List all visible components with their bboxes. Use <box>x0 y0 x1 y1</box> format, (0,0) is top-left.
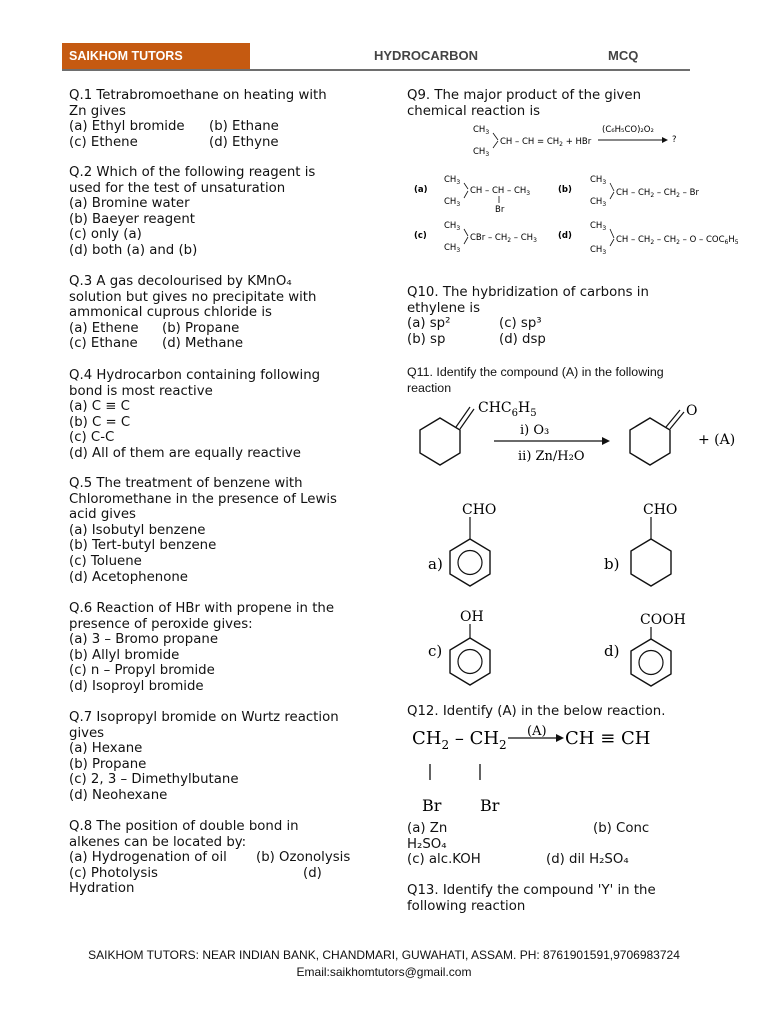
q11-option-c[interactable] <box>428 609 490 685</box>
question-4 <box>69 368 369 462</box>
option-d[interactable]: (d) <box>303 865 322 881</box>
option-d[interactable]: (d) All of them are equally reactive <box>69 445 301 461</box>
option-d[interactable]: (d) Methane <box>162 336 244 352</box>
question-text: Chloromethane in the presence of Lewis <box>69 491 337 507</box>
option-d[interactable]: (d) Neohexane <box>69 787 168 803</box>
svg-text:CH3: $CH_3$ <box>590 245 607 256</box>
question-1 <box>69 88 369 150</box>
question-text: Q9. The major product of the given <box>407 88 642 103</box>
option-d[interactable]: (d) Acetophenone <box>69 569 188 585</box>
q9-option-b[interactable] <box>558 175 699 208</box>
option-a[interactable]: (a) C ≡ C <box>69 399 130 415</box>
q11-options-diagram <box>408 496 738 696</box>
option-c[interactable]: (c) n – Propyl bromide <box>69 663 215 679</box>
svg-text:(d): (d) <box>558 231 572 241</box>
q12-arrow-label: (A) <box>527 724 547 739</box>
q9-unknown: ? <box>672 135 677 145</box>
option-c[interactable]: (c) alc.KOH <box>407 852 481 868</box>
question-text: following reaction <box>407 898 526 914</box>
svg-text:(a): (a) <box>414 185 428 195</box>
q9-reaction-diagram <box>410 120 755 270</box>
option-a[interactable]: (a) Hydrogenation of oil <box>69 850 227 866</box>
question-text: Q.6 Reaction of HBr with propene in the <box>69 601 335 616</box>
option-c[interactable]: (c) C-C <box>69 430 115 446</box>
question-text: Q.1 Tetrabromoethane on heating with <box>69 88 327 103</box>
svg-text:CBr – CH2 – CH3: CBr – $CH_2 - CH_3$ <box>470 233 537 244</box>
svg-text:CH3: $CH_3$ <box>590 175 607 186</box>
svg-text:Br: Br <box>495 205 505 215</box>
option-c[interactable]: (c) only (a) <box>69 227 142 243</box>
option-a[interactable]: (a) Bromine water <box>69 196 190 212</box>
svg-text:CHO: CHO <box>462 502 497 518</box>
svg-text:CH – CH – CH3: CH – CH – $CH_3$ <box>470 186 531 197</box>
page-type-label: MCQ <box>608 48 639 63</box>
question-9 <box>407 88 707 119</box>
question-text: gives <box>69 725 105 741</box>
option-a[interactable]: (a) Zn <box>407 821 448 836</box>
question-text: Q.7 Isopropyl bromide on Wurtz reaction <box>69 710 339 725</box>
benzene-ring <box>450 539 490 586</box>
option-b[interactable]: (b) Tert-butyl benzene <box>69 538 217 554</box>
question-10 <box>407 285 707 347</box>
option-a[interactable]: (a) sp² <box>407 316 451 332</box>
bromine-label: Br <box>480 796 500 815</box>
option-c[interactable]: (c) sp³ <box>499 316 542 332</box>
question-text: chemical reaction is <box>407 103 541 119</box>
svg-text:CH3: $CH_3$ <box>444 197 461 208</box>
benzene-ring <box>631 639 671 686</box>
question-text: solution but gives no precipitate with <box>69 289 317 305</box>
svg-text:CH – CH2 – CH2 – O – COC6H5: CH – $CH_2 - CH_2$ – O – $COC_6H_5$ <box>616 235 739 246</box>
option-b[interactable]: (b) Conc <box>593 821 650 836</box>
q9-option-d[interactable] <box>558 221 739 256</box>
svg-text:CH3: $CH_3$ <box>590 197 607 208</box>
svg-text:CH3: $CH_3$ <box>473 147 490 158</box>
option-d[interactable]: (d) Isoproyl bromide <box>69 678 204 694</box>
svg-text:O: O <box>686 403 698 419</box>
q11-reaction-diagram <box>408 396 753 474</box>
bromine-label: Br <box>422 796 442 815</box>
question-text: Q12. Identify (A) in the below reaction. <box>407 704 666 719</box>
svg-text:OH: OH <box>460 609 484 625</box>
q11-option-d[interactable] <box>604 612 686 686</box>
question-text: Q13. Identify the compound 'Y' in the <box>407 883 656 898</box>
q9-reactant <box>473 125 592 158</box>
option-d[interactable]: (d) dil H₂SO₄ <box>546 852 629 868</box>
svg-text:CH – CH2 – CH2 – Br: CH – $CH_2 - CH_2$ – Br <box>616 188 699 199</box>
question-text: ammonical cuprous chloride is <box>69 305 272 321</box>
svg-text:(b): (b) <box>558 185 572 195</box>
q9-reagents: (C₆H₅CO)₂O₂ <box>602 125 654 135</box>
option-a[interactable]: (a) 3 – Bromo propane <box>69 632 219 648</box>
svg-text:CH2 – CH2: $CH_2 - CH_2$ <box>412 728 507 752</box>
option-d-text[interactable]: Hydration <box>69 881 135 897</box>
question-text: acid gives <box>69 507 136 523</box>
question-text: Q.3 A gas decolourised by KMnO₄ <box>69 274 292 289</box>
option-a[interactable]: (a) Ethyl bromide <box>69 119 185 135</box>
question-text: reaction <box>407 381 452 395</box>
svg-text:CH3: $CH_3$ <box>444 175 461 186</box>
question-text: Q.4 Hydrocarbon containing following <box>69 368 321 383</box>
svg-text:COOH: COOH <box>640 612 686 628</box>
svg-text:CH3: $CH_3$ <box>444 221 461 232</box>
q9-option-a[interactable] <box>414 175 530 215</box>
question-text: Q.5 The treatment of benzene with <box>69 476 303 491</box>
q12-reaction-diagram <box>408 720 708 818</box>
option-b[interactable]: (b) C = C <box>69 414 131 430</box>
q11-product-extra: + (A) <box>698 432 736 448</box>
svg-text:b): b) <box>604 555 620 573</box>
q11-reagent-1: i) O₃ <box>520 423 550 438</box>
option-d[interactable]: (d) both (a) and (b) <box>69 242 198 258</box>
option-b[interactable]: (b) sp <box>407 331 446 347</box>
cyclohexane-ring <box>631 539 671 586</box>
question-6 <box>69 601 369 695</box>
option-a[interactable]: (a) Hexane <box>69 741 143 757</box>
cyclohexane-ring <box>420 418 460 465</box>
svg-text:c): c) <box>428 642 443 660</box>
header-divider <box>62 69 690 71</box>
benzene-ring <box>450 638 490 685</box>
option-c[interactable]: (c) Ethane <box>69 336 138 352</box>
option-d[interactable]: (d) Ethyne <box>209 134 279 150</box>
option-b[interactable]: (b) Allyl bromide <box>69 647 180 663</box>
svg-text:d): d) <box>604 642 620 660</box>
question-text: ethylene is <box>407 300 481 316</box>
svg-text:CH3: $CH_3$ <box>473 125 490 136</box>
option-c[interactable]: (c) Photolysis <box>69 865 158 881</box>
question-text: alkenes can be located by: <box>69 834 247 850</box>
option-c[interactable]: (c) 2, 3 – Dimethylbutane <box>69 772 239 788</box>
question-7 <box>69 710 369 804</box>
option-b-text[interactable]: H₂SO₄ <box>407 836 447 852</box>
footer-address: SAIKHOM TUTORS: NEAR INDIAN BANK, CHANDMARI, GUWAHATI, ASSAM. PH: 8761901591,9706983724 <box>88 948 680 962</box>
option-a[interactable]: (a) Isobutyl benzene <box>69 522 206 538</box>
option-a[interactable]: (a) Ethene <box>69 320 139 336</box>
option-b[interactable]: (b) Propane <box>162 320 240 336</box>
option-b[interactable]: (b) Baeyer reagent <box>69 211 196 227</box>
svg-text:CH3: $CH_3$ <box>590 221 607 232</box>
option-c[interactable]: (c) Ethene <box>69 134 138 150</box>
question-3 <box>69 274 369 352</box>
page-title: HYDROCARBON <box>374 48 478 63</box>
question-12 <box>407 704 707 720</box>
option-b[interactable]: (b) Ethane <box>209 119 279 135</box>
question-text: Q11. Identify the compound (A) in the following <box>407 365 664 379</box>
question-text: bond is most reactive <box>69 383 213 399</box>
question-text: Q.2 Which of the following reagent is <box>69 165 316 180</box>
svg-text:(c): (c) <box>414 231 427 241</box>
svg-text:CHC6H5: $CHC_6H_5$ <box>478 400 537 419</box>
question-12-options <box>407 821 707 868</box>
arrowhead-icon <box>602 437 610 445</box>
svg-text:CH – CH = CH2 + HBr: CH – CH = $CH_2$ + HBr <box>500 137 592 148</box>
question-text: presence of peroxide gives: <box>69 616 253 632</box>
svg-text:CH3: $CH_3$ <box>444 243 461 254</box>
footer-email[interactable]: Email:saikhomtutors@gmail.com <box>296 965 472 979</box>
svg-text:CHO: CHO <box>643 502 678 518</box>
svg-text:a): a) <box>428 555 443 573</box>
question-text: Zn gives <box>69 103 126 119</box>
q9-option-c[interactable] <box>414 221 537 254</box>
question-2 <box>69 165 369 259</box>
brand-label: SAIKHOM TUTORS <box>62 43 250 70</box>
option-d[interactable]: (d) dsp <box>499 331 546 347</box>
option-b[interactable]: (b) Ozonolysis <box>256 850 351 866</box>
q11-option-b[interactable] <box>604 502 677 586</box>
question-13 <box>407 883 707 914</box>
arrowhead-icon <box>556 734 564 742</box>
option-c[interactable]: (c) Toluene <box>69 553 142 569</box>
question-text: used for the test of unsaturation <box>69 180 286 196</box>
cyclohexanone-ring <box>630 418 670 465</box>
arrowhead-icon <box>662 137 668 143</box>
q11-reagent-2: ii) Zn/H₂O <box>518 449 585 464</box>
question-text: Q.8 The position of double bond in <box>69 819 299 834</box>
q11-option-a[interactable] <box>428 502 496 586</box>
svg-text:CH ≡ CH: CH ≡ CH <box>565 728 651 749</box>
option-b[interactable]: (b) Propane <box>69 756 147 772</box>
question-11 <box>407 364 664 396</box>
question-8 <box>69 819 369 897</box>
question-5 <box>69 476 369 585</box>
question-text: Q10. The hybridization of carbons in <box>407 285 649 300</box>
